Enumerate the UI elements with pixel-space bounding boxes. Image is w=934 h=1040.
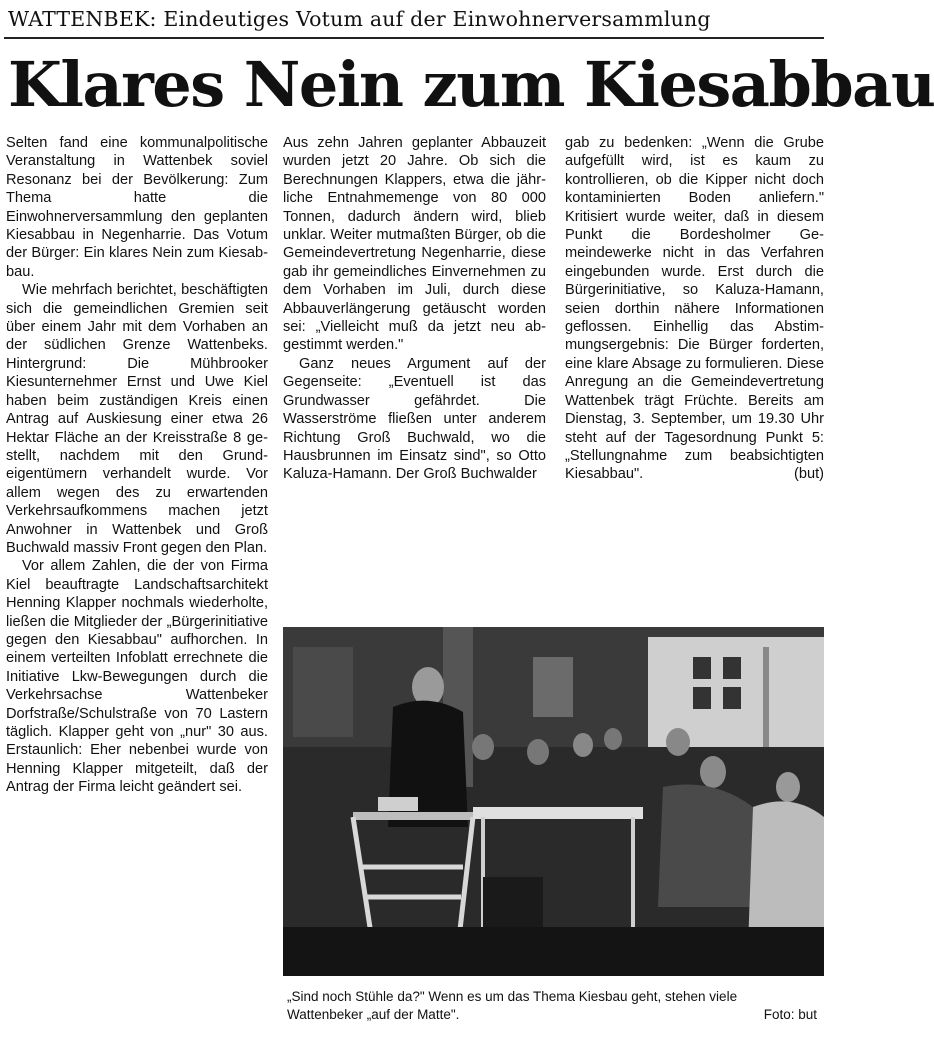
text-column-1 xyxy=(6,134,268,797)
paragraph-background: Wie mehrfach berichtet, beschäftigten sich die gemeindlichen Gremien seit über einem Jahr mit dem Vorhaben an der südlichen Grenze Wattenbeks. Hintergrund: Die Mühbrooker Kiesunternehmer Ernst und Uwe Kiel haben beim zuständigen Kreis einen Antrag auf Auskiesung einer etwa 26 Hektar Fläche an der Kreisstraße 8 gestellt, nachdem mit den Grundeigentümern verhandelt wurde. Vor allem wegen des zu erwartenden Verkehrsaufkommens machen jetzt Anwohner in Wattenbek und Groß Buchwald massiv Front gegen den Plan. xyxy=(6,282,268,556)
paragraph-figures-continued: Aus zehn Jahren geplanter Abbauzeit wurden jetzt 20 Jahre. Ob sich die Berechnungen Klappers, etwa die jährliche Entnahmemenge von 80 000 Tonnen, dadurch ändern wird, blieb unklar. Weiter mutmaßten Bürger, ob die Gemeindevertretung Negenharrie, diese gab ihr gemeindliches Einvernehmen zu dem Vorhaben im Juli, durch diese Abbauverlängerung getäuscht worden sei: „Vielleicht muß da jetzt neu abgestimmt werden." xyxy=(283,135,546,354)
news-photo xyxy=(283,627,824,976)
paragraph-intro: Selten fand eine kommunalpolitische Veranstaltung in Wattenbek soviel Resonanz bei der Bevölkerung: Zum Thema hatte die Einwohnerversammlung den geplanten Kiesabbau in Negenharrie. Das Votum der Bürger: Ein klares Nein zum Kiesabbau. xyxy=(6,135,268,280)
photo-credit: Foto: but xyxy=(763,1007,817,1022)
headline: Klares Nein zum Kiesabbau xyxy=(8,48,934,121)
kicker-line: WATTENBEK: Eindeutiges Votum auf der Einwohnerversammlung xyxy=(8,7,711,31)
kicker-rule xyxy=(4,37,824,39)
caption-line-1: „Sind noch Stühle da?" Wenn es um das Thema Kiesbau geht, stehen viele xyxy=(287,989,738,1004)
text-column-3 xyxy=(565,134,824,484)
photo-caption xyxy=(287,988,821,1024)
paragraph-groundwater: Ganz neues Argument auf der Gegenseite: „Eventuell ist das Grundwasser gefährdet. Die Wasserströme fließen unter anderem Richtung Groß Buchwald, wo die Hausbrunnen im Einsatz sind", so Otto Kaluza-Hamann. Der Groß Buchwalder xyxy=(283,355,546,483)
paragraph-groundwater-continued: gab zu bedenken: „Wenn die Grube aufgefüllt wird, ist es kaum zu kontrollieren, ob die Kipper nicht doch kontaminierten Boden anliefern." Kritisiert wurde weiter, daß in diesem Punkt die Bordesholmer Gemeindewerke nicht in das Verfahren eingebunden wurde. Erst durch die Bürgerinitiative, so Kaluza-Hamann, seien dorthin nähere Informationen geflossen. Einhellig das Abstimmungsergebnis: Die Bürger forderten, eine klare Absage zu formulieren. Diese Anregung an die Gemeindevertretung Wattenbek trägt Früchte. Bereits am Dienstag, 3. September, um 19.30 Uhr steht auf der Tagesordnung Punkt 5: „Stellungnahme zum beabsichtigten Kiesabbau". xyxy=(565,135,824,483)
text-column-2 xyxy=(283,134,546,484)
paragraph-figures: Vor allem Zahlen, die der von Firma Kiel beauftragte Landschaftsarchitekt Henning Klapper nochmals wiederholte, ließen die Mitglieder der „Bürgerinitiative gegen den Kiesabbau" aufhorchen. In einem verteilten Infoblatt errechnete die Initiative Lkw-Bewegungen durch die Verkehrsachse Wattenbeker Dorfstraße/Schulstraße von 70 Lastern täglich. Klapper geht von „nur" 30 aus. Erstaunlich: Eher nebenbei wurde von Henning Klapper mitgeteilt, daß der Antrag der Firma leicht geändert sei. xyxy=(6,558,268,796)
meeting-photo-illustration xyxy=(283,627,824,976)
caption-line-2: Wattenbeker „auf der Matte". xyxy=(287,1007,460,1022)
byline: (but) xyxy=(793,466,824,483)
